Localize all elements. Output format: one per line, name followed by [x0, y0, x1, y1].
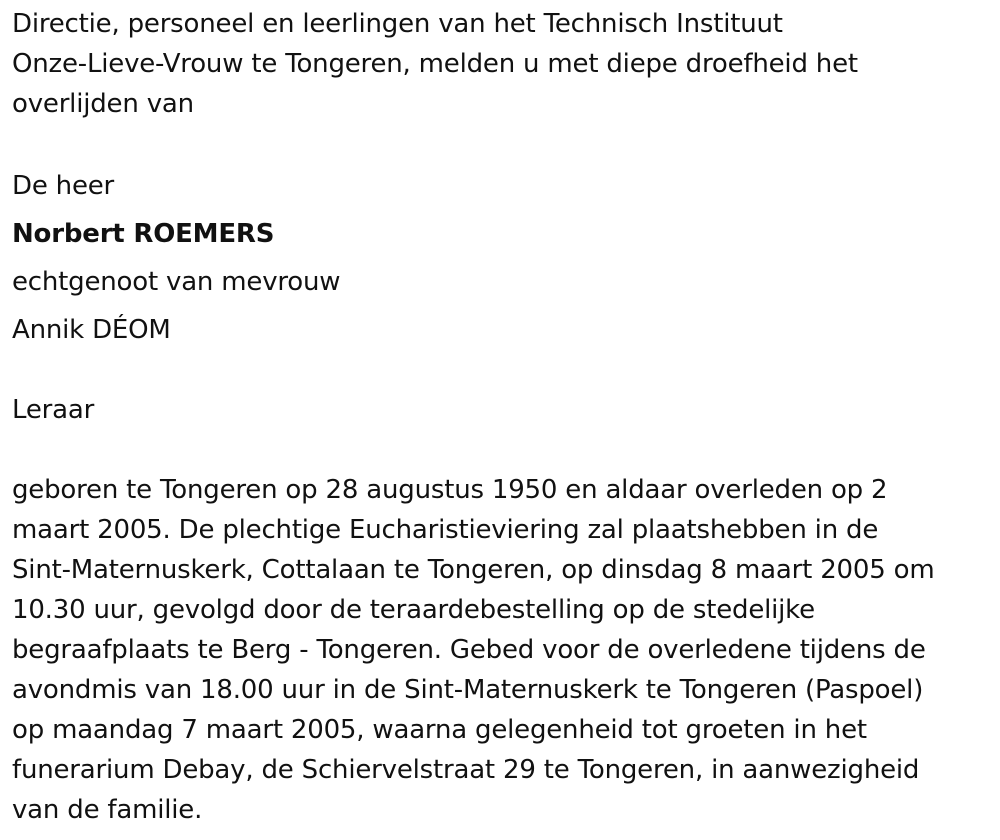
- relation-line: echtgenoot van mevrouw: [12, 267, 341, 297]
- details-line: Sint-Maternuskerk, Cottalaan te Tongeren, op dinsdag 8 maart 2005 om: [12, 555, 935, 585]
- intro-line: Directie, personeel en leerlingen van het Technisch Instituut: [12, 9, 783, 39]
- deceased-name: Norbert ROEMERS: [12, 219, 275, 249]
- intro-line: overlijden van: [12, 89, 194, 119]
- details-line: maart 2005. De plechtige Eucharistieviering zal plaatshebben in de: [12, 515, 879, 545]
- details-line: op maandag 7 maart 2005, waarna gelegenheid tot groeten in het: [12, 715, 867, 745]
- details-line: 10.30 uur, gevolgd door de teraardebestelling op de stedelijke: [12, 595, 815, 625]
- details-line: geboren te Tongeren op 28 augustus 1950 en aldaar overleden op 2: [12, 475, 888, 505]
- intro-paragraph: [12, 4, 942, 124]
- details-line: funerarium Debay, de Schiervelstraat 29 te Tongeren, in aanwezigheid: [12, 755, 920, 785]
- details-paragraph: [12, 470, 990, 830]
- salutation: De heer: [12, 171, 115, 201]
- intro-line: Onze-Lieve-Vrouw te Tongeren, melden u met diepe droefheid het: [12, 49, 858, 79]
- details-line: avondmis van 18.00 uur in de Sint-Maternuskerk te Tongeren (Paspoel): [12, 675, 924, 705]
- details-line: van de familie.: [12, 795, 203, 825]
- spouse-name: Annik DÉOM: [12, 315, 171, 345]
- details-line: begraafplaats te Berg - Tongeren. Gebed voor de overledene tijdens de: [12, 635, 926, 665]
- occupation: Leraar: [12, 395, 95, 425]
